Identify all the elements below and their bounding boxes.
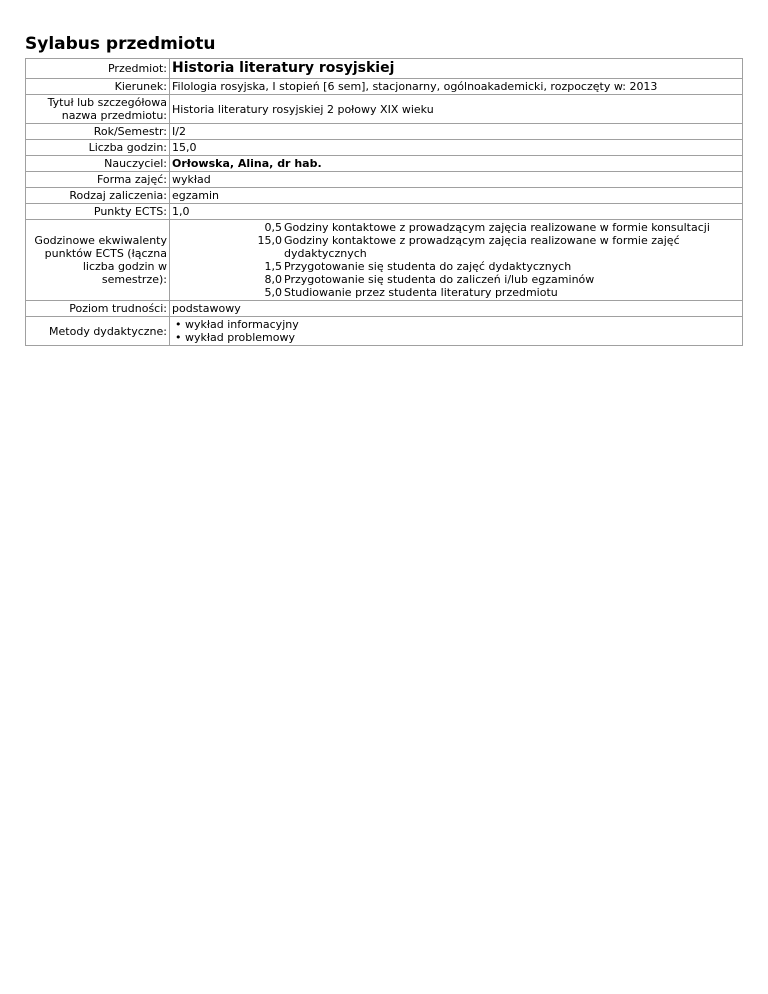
page-title: Sylabus przedmiotu <box>25 34 216 54</box>
row-rok <box>26 124 743 140</box>
ects-item <box>172 234 740 260</box>
ects-item-hours: 5,0 <box>264 286 282 299</box>
value-poziom: podstawowy <box>170 301 743 317</box>
ects-item-hours: 0,5 <box>264 221 282 234</box>
ects-item <box>172 260 740 273</box>
methods-list <box>172 318 740 344</box>
row-metody <box>26 317 743 346</box>
label-ekwiwalenty: Godzinowe ekwiwalenty punktów ECTS (łączna liczba godzin w semestrze): <box>26 220 170 301</box>
row-ects <box>26 204 743 220</box>
row-nauczyciel <box>26 156 743 172</box>
syllabus-page <box>0 0 768 346</box>
value-tytul: Historia literatury rosyjskiej 2 połowy XIX wieku <box>170 95 743 124</box>
ects-item <box>172 273 740 286</box>
ects-item <box>172 286 740 299</box>
label-forma: Forma zajęć: <box>26 172 170 188</box>
row-kierunek <box>26 79 743 95</box>
label-zaliczenie: Rodzaj zaliczenia: <box>26 188 170 204</box>
value-ects: 1,0 <box>170 204 743 220</box>
label-nauczyciel: Nauczyciel: <box>26 156 170 172</box>
ects-item <box>172 221 740 234</box>
label-tytul: Tytuł lub szczegółowa nazwa przedmiotu: <box>26 95 170 124</box>
value-kierunek: Filologia rosyjska, I stopień [6 sem], stacjonarny, ogólnoakademicki, rozpoczęty w: 2013 <box>170 79 743 95</box>
list-item: • wykład problemowy <box>172 331 740 344</box>
ects-item-text: Godziny kontaktowe z prowadzącym zajęcia realizowane w formie zajęć dydaktycznych <box>284 234 680 260</box>
label-poziom: Poziom trudności: <box>26 301 170 317</box>
row-zaliczenie <box>26 188 743 204</box>
label-godziny: Liczba godzin: <box>26 140 170 156</box>
value-przedmiot: Historia literatury rosyjskiej <box>170 59 743 79</box>
label-metody: Metody dydaktyczne: <box>26 317 170 346</box>
label-rok: Rok/Semestr: <box>26 124 170 140</box>
ects-item-text: Studiowanie przez studenta literatury przedmiotu <box>284 286 558 299</box>
label-kierunek: Kierunek: <box>26 79 170 95</box>
ects-item-hours: 8,0 <box>264 273 282 286</box>
value-forma: wykład <box>170 172 743 188</box>
row-forma <box>26 172 743 188</box>
ects-item-text: Przygotowanie się studenta do zaliczeń i/lub egzaminów <box>284 273 595 286</box>
syllabus-table <box>25 58 743 346</box>
value-rok: I/2 <box>170 124 743 140</box>
list-item: • wykład informacyjny <box>172 318 740 331</box>
row-godziny <box>26 140 743 156</box>
ects-item-hours: 1,5 <box>264 260 282 273</box>
value-zaliczenie: egzamin <box>170 188 743 204</box>
value-godziny: 15,0 <box>170 140 743 156</box>
ects-item-hours: 15,0 <box>257 234 282 247</box>
value-nauczyciel: Orłowska, Alina, dr hab. <box>170 156 743 172</box>
row-poziom <box>26 301 743 317</box>
row-przedmiot <box>26 59 743 79</box>
row-tytul <box>26 95 743 124</box>
row-ekwiwalenty <box>26 220 743 301</box>
ects-item-text: Przygotowanie się studenta do zajęć dydaktycznych <box>284 260 572 273</box>
label-przedmiot: Przedmiot: <box>26 59 170 79</box>
label-ects: Punkty ECTS: <box>26 204 170 220</box>
value-ekwiwalenty <box>170 220 743 301</box>
value-metody <box>170 317 743 346</box>
ects-item-text: Godziny kontaktowe z prowadzącym zajęcia realizowane w formie konsultacji <box>284 221 710 234</box>
